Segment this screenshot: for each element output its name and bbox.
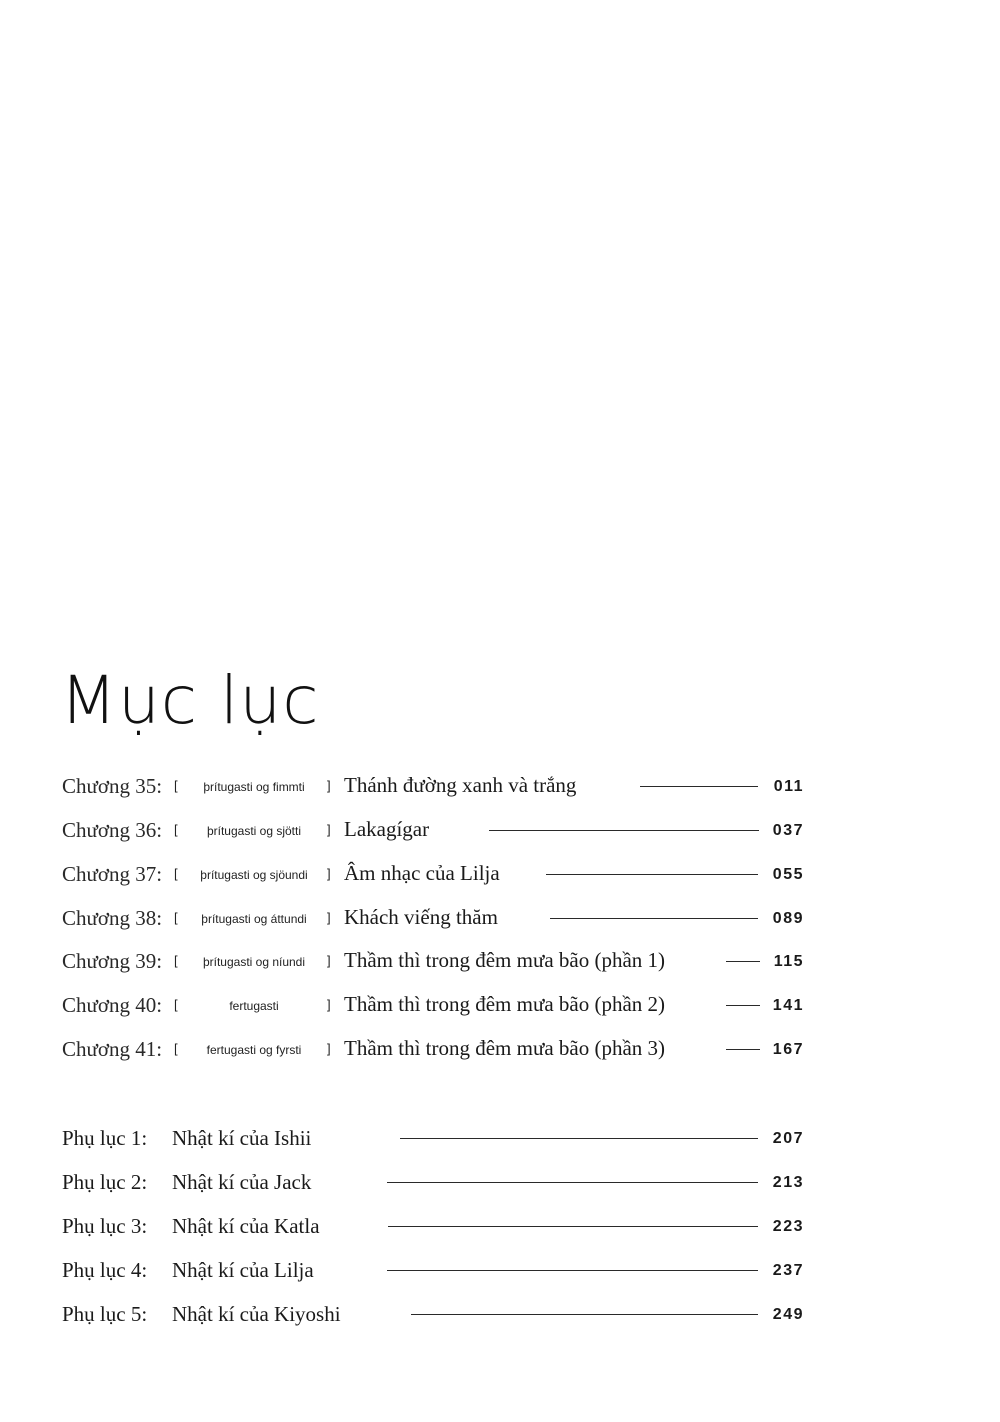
chapter-label: Chương 36: <box>62 818 163 842</box>
page-number: 237 <box>772 1262 804 1279</box>
appendix-label: Phụ lục 5: <box>62 1302 148 1326</box>
page-number: 011 <box>773 778 804 795</box>
leader-line <box>726 961 760 962</box>
chapter-title: Thánh đường xanh và trắng <box>344 773 577 797</box>
chapter-title: Lakagígar <box>344 817 430 841</box>
leader-line <box>387 1182 758 1183</box>
toc-entry-chapter-41[interactable] <box>62 1035 804 1067</box>
bracket-close: ] <box>327 866 331 881</box>
page-number: 037 <box>772 822 804 839</box>
bracket-open: [ <box>174 778 178 793</box>
bracket-close: ] <box>327 953 331 968</box>
appendix-title: Nhật kí của Ishii <box>172 1126 312 1150</box>
bracket-open: [ <box>174 953 178 968</box>
chapter-label: Chương 37: <box>62 862 163 886</box>
chapter-label: Chương 41: <box>62 1037 163 1061</box>
appendix-label: Phụ lục 3: <box>62 1214 148 1238</box>
appendix-title: Nhật kí của Jack <box>172 1170 312 1194</box>
bracket-open: [ <box>174 997 178 1012</box>
chapter-title: Thầm thì trong đêm mưa bão (phần 2) <box>344 992 666 1016</box>
chapter-label: Chương 39: <box>62 949 163 973</box>
leader-line <box>550 918 758 919</box>
leader-line <box>546 874 758 875</box>
page-number: 249 <box>772 1306 804 1323</box>
toc-entry-chapter-35[interactable] <box>62 772 804 804</box>
icelandic-subtitle: þrítugasti og fimmti <box>203 780 305 794</box>
toc-entry-chapter-36[interactable] <box>62 816 804 848</box>
appendix-title: Nhật kí của Lilja <box>172 1258 314 1282</box>
chapter-label: Chương 35: <box>62 774 163 798</box>
leader-line <box>726 1005 760 1006</box>
appendix-title: Nhật kí của Kiyoshi <box>172 1302 341 1326</box>
toc-entry-chapter-37[interactable] <box>62 860 804 892</box>
leader-line <box>640 786 758 787</box>
icelandic-subtitle: fertugasti og fyrsti <box>206 1043 302 1057</box>
page-number: 115 <box>773 953 804 970</box>
bracket-close: ] <box>327 997 331 1012</box>
chapter-label: Chương 40: <box>62 993 163 1017</box>
toc-entry-appendix-3[interactable] <box>62 1212 804 1244</box>
page-number: 055 <box>772 866 804 883</box>
leader-line <box>489 830 759 831</box>
bracket-close: ] <box>327 910 331 925</box>
bracket-close: ] <box>327 822 331 837</box>
page-number: 213 <box>772 1174 804 1191</box>
leader-line <box>411 1314 758 1315</box>
leader-line <box>387 1270 758 1271</box>
page-number: 207 <box>772 1130 804 1147</box>
appendix-label: Phụ lục 2: <box>62 1170 148 1194</box>
chapter-title: Âm nhạc của Lilja <box>344 861 500 885</box>
appendix-title: Nhật kí của Katla <box>172 1214 320 1238</box>
appendix-label: Phụ lục 4: <box>62 1258 148 1282</box>
toc-entry-chapter-40[interactable] <box>62 991 804 1023</box>
leader-line <box>400 1138 758 1139</box>
bracket-open: [ <box>174 1041 178 1056</box>
page-number: 089 <box>772 910 804 927</box>
toc-entry-chapter-38[interactable] <box>62 904 804 936</box>
chapter-title: Khách viếng thăm <box>344 905 498 929</box>
bracket-open: [ <box>174 822 178 837</box>
toc-entry-appendix-2[interactable] <box>62 1168 804 1200</box>
icelandic-subtitle: þrítugasti og áttundi <box>201 912 307 926</box>
icelandic-subtitle: þrítugasti og sjöundi <box>200 868 308 882</box>
icelandic-subtitle: fertugasti <box>229 999 279 1013</box>
toc-entry-appendix-5[interactable] <box>62 1300 804 1332</box>
page-number: 167 <box>772 1041 804 1058</box>
chapter-title: Thầm thì trong đêm mưa bão (phần 1) <box>344 948 666 972</box>
toc-entry-chapter-39[interactable] <box>62 947 804 979</box>
page-title: Mục lục <box>60 662 320 739</box>
leader-line <box>388 1226 758 1227</box>
page-number: 141 <box>772 997 804 1014</box>
icelandic-subtitle: þrítugasti og sjötti <box>206 824 302 838</box>
icelandic-subtitle: þrítugasti og níundi <box>202 955 306 969</box>
chapter-label: Chương 38: <box>62 906 163 930</box>
leader-line <box>726 1049 760 1050</box>
bracket-close: ] <box>327 1041 331 1056</box>
bracket-open: [ <box>174 910 178 925</box>
page-number: 223 <box>772 1218 804 1235</box>
bracket-close: ] <box>327 778 331 793</box>
toc-entry-appendix-4[interactable] <box>62 1256 804 1288</box>
toc-entry-appendix-1[interactable] <box>62 1124 804 1156</box>
appendix-label: Phụ lục 1: <box>62 1126 148 1150</box>
chapter-title: Thầm thì trong đêm mưa bão (phần 3) <box>344 1036 666 1060</box>
bracket-open: [ <box>174 866 178 881</box>
